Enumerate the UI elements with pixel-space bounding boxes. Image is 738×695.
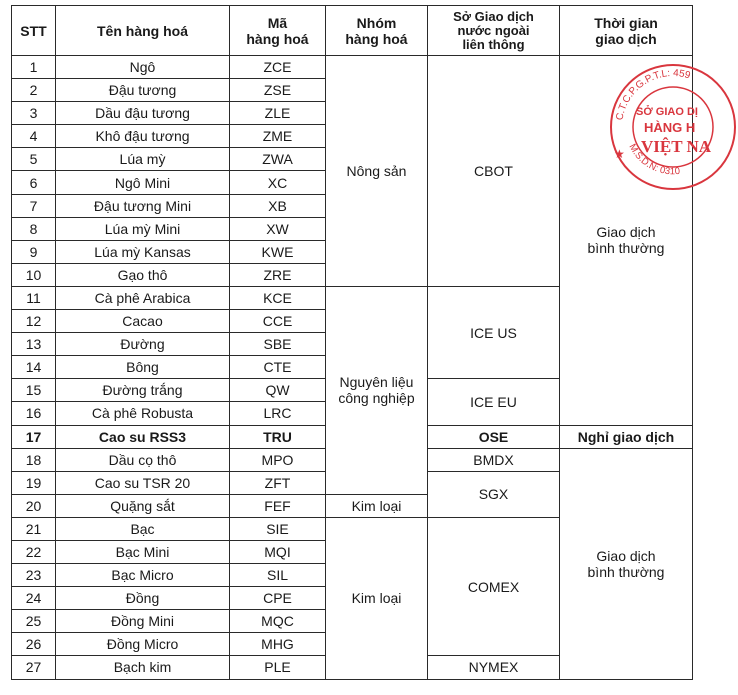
- cell-stt: 16: [12, 402, 56, 425]
- cell-name: Dầu đậu tương: [56, 102, 230, 125]
- cell-name: Lúa mỳ Kansas: [56, 240, 230, 263]
- cell-name: Ngô Mini: [56, 171, 230, 194]
- header-name: Tên hàng hoá: [56, 6, 230, 56]
- cell-stt: 23: [12, 564, 56, 587]
- cell-code: CTE: [230, 356, 326, 379]
- cell-name: Lúa mỳ Mini: [56, 217, 230, 240]
- cell-stt: 17: [12, 425, 56, 448]
- cell-stt: 1: [12, 56, 56, 79]
- cell-code: MQI: [230, 540, 326, 563]
- cell-stt: 10: [12, 263, 56, 286]
- cell-name: Bạc: [56, 517, 230, 540]
- table-row: [12, 56, 693, 79]
- cell-code: XB: [230, 194, 326, 217]
- cell-code: ZLE: [230, 102, 326, 125]
- time-normal-bottom: Giao dịch bình thường: [560, 448, 693, 679]
- commodity-table: [11, 5, 696, 680]
- cell-stt: 26: [12, 633, 56, 656]
- cell-name: Đường trắng: [56, 379, 230, 402]
- cell-name: Đồng Mini: [56, 610, 230, 633]
- cell-name: Bông: [56, 356, 230, 379]
- exchange-sgx: SGX: [428, 471, 560, 517]
- cell-name: Quặng sắt: [56, 494, 230, 517]
- seal-line-2: HÀNG H: [644, 120, 696, 135]
- cell-stt: 21: [12, 517, 56, 540]
- cell-name: Gạo thô: [56, 263, 230, 286]
- group-industrial: Nguyên liệu công nghiệp: [326, 286, 428, 494]
- cell-name: Đồng: [56, 587, 230, 610]
- cell-code: MQC: [230, 610, 326, 633]
- cell-code: TRU: [230, 425, 326, 448]
- cell-stt: 3: [12, 102, 56, 125]
- cell-stt: 20: [12, 494, 56, 517]
- cell-code: FEF: [230, 494, 326, 517]
- cell-code: KWE: [230, 240, 326, 263]
- header-code: Mã hàng hoá: [230, 6, 326, 56]
- header-group: Nhóm hàng hoá: [326, 6, 428, 56]
- cell-name: Cà phê Arabica: [56, 286, 230, 309]
- cell-name: Cao su RSS3: [56, 425, 230, 448]
- time-suspended: Nghỉ giao dịch: [560, 425, 693, 448]
- cell-stt: 25: [12, 610, 56, 633]
- cell-code: XC: [230, 171, 326, 194]
- group-metal-fef: Kim loại: [326, 494, 428, 517]
- cell-code: ZCE: [230, 56, 326, 79]
- cell-stt: 15: [12, 379, 56, 402]
- cell-name: Khô đậu tương: [56, 125, 230, 148]
- header-stt: STT: [12, 6, 56, 56]
- cell-code: MHG: [230, 633, 326, 656]
- cell-code: ZRE: [230, 263, 326, 286]
- cell-name: Đồng Micro: [56, 633, 230, 656]
- time-normal-top: Giao dịch bình thường: [560, 56, 693, 426]
- cell-stt: 18: [12, 448, 56, 471]
- cell-code: XW: [230, 217, 326, 240]
- cell-name: Đậu tương: [56, 79, 230, 102]
- cell-name: Cacao: [56, 310, 230, 333]
- cell-code: CCE: [230, 310, 326, 333]
- cell-name: Bạc Mini: [56, 540, 230, 563]
- cell-stt: 9: [12, 240, 56, 263]
- cell-code: SIL: [230, 564, 326, 587]
- cell-stt: 27: [12, 656, 56, 679]
- exchange-nymex: NYMEX: [428, 656, 560, 679]
- cell-name: Cà phê Robusta: [56, 402, 230, 425]
- cell-code: SBE: [230, 333, 326, 356]
- cell-name: Đậu tương Mini: [56, 194, 230, 217]
- cell-code: PLE: [230, 656, 326, 679]
- cell-code: ZSE: [230, 79, 326, 102]
- exchange-ose: OSE: [428, 425, 560, 448]
- cell-stt: 19: [12, 471, 56, 494]
- cell-stt: 24: [12, 587, 56, 610]
- cell-name: Cao su TSR 20: [56, 471, 230, 494]
- seal-ring-text: C.T.C.P.G.P.T.L: 459: [614, 67, 692, 122]
- group-agri: Nông sản: [326, 56, 428, 287]
- cell-name: Bạc Micro: [56, 564, 230, 587]
- cell-stt: 5: [12, 148, 56, 171]
- seal-star-icon: ★: [614, 147, 625, 161]
- cell-code: SIE: [230, 517, 326, 540]
- cell-name: Ngô: [56, 56, 230, 79]
- cell-code: ZME: [230, 125, 326, 148]
- cell-code: LRC: [230, 402, 326, 425]
- seal-bottom-text: M.S.D.N: 0310: [626, 142, 681, 178]
- cell-stt: 7: [12, 194, 56, 217]
- cell-name: Đường: [56, 333, 230, 356]
- cell-stt: 13: [12, 333, 56, 356]
- exchange-bmdx: BMDX: [428, 448, 560, 471]
- cell-stt: 14: [12, 356, 56, 379]
- header-row: [12, 6, 693, 56]
- group-metal: Kim loại: [326, 517, 428, 679]
- cell-name: Bạch kim: [56, 656, 230, 679]
- cell-code: ZFT: [230, 471, 326, 494]
- cell-stt: 22: [12, 540, 56, 563]
- cell-code: QW: [230, 379, 326, 402]
- cell-stt: 2: [12, 79, 56, 102]
- seal-line-1: SỞ GIAO DỊ: [636, 106, 698, 118]
- cell-code: CPE: [230, 587, 326, 610]
- header-exchange: Sở Giao dịch nước ngoài liên thông: [428, 6, 560, 56]
- cell-code: ZWA: [230, 148, 326, 171]
- cell-name: Dầu cọ thô: [56, 448, 230, 471]
- exchange-ice-eu: ICE EU: [428, 379, 560, 425]
- cell-stt: 11: [12, 286, 56, 309]
- cell-code: KCE: [230, 286, 326, 309]
- cell-code: MPO: [230, 448, 326, 471]
- cell-stt: 8: [12, 217, 56, 240]
- exchange-comex: COMEX: [428, 517, 560, 656]
- cell-name: Lúa mỳ: [56, 148, 230, 171]
- exchange-ice-us: ICE US: [428, 286, 560, 378]
- header-time: Thời gian giao dịch: [560, 6, 693, 56]
- cell-stt: 6: [12, 171, 56, 194]
- cell-stt: 4: [12, 125, 56, 148]
- seal-line-3: VIỆT NA: [641, 137, 712, 156]
- exchange-cbot: CBOT: [428, 56, 560, 287]
- cell-stt: 12: [12, 310, 56, 333]
